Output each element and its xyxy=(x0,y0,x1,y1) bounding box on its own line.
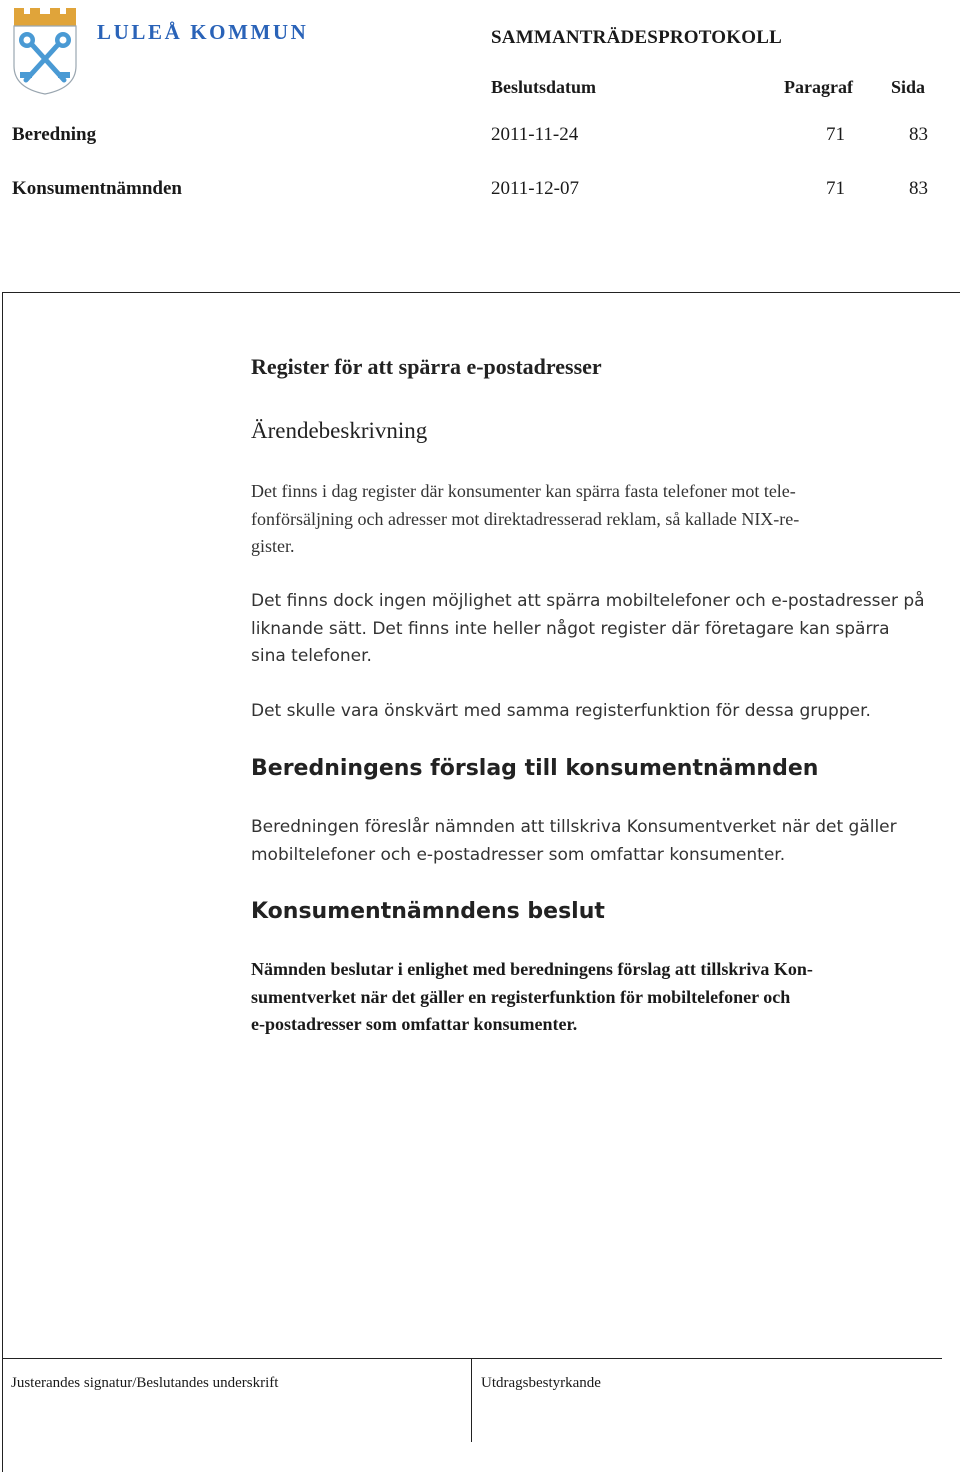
footer-rule xyxy=(2,1358,942,1359)
paragraph-3: Det skulle vara önskvärt med samma registerfunktion för dessa grupper. xyxy=(251,701,871,721)
paragraph-4: Beredningen föreslår nämnden att tillskriva Konsumentverket när det gäller mobiltelefoner och e-postadresser som omfattar konsumenter. xyxy=(251,817,897,865)
municipality-crest-logo xyxy=(10,4,80,96)
meeting-paragraph: 71 xyxy=(826,178,845,199)
decision-text: Nämnden beslutar i enlighet med beredningens förslag att tillskriva Kon- sumentverket när det gäller en registerfunktion för mobiltelefoner och e-postadresser som omfattar konsumenter. xyxy=(251,959,813,1035)
meeting-date: 2011-12-07 xyxy=(491,178,579,199)
signature-label: Justerandes signatur/Beslutandes underskrift xyxy=(11,1375,279,1391)
section-heading-decision: Konsumentnämndens beslut xyxy=(251,899,605,924)
meeting-body-name: Konsumentnämnden xyxy=(12,178,182,199)
footer-divider xyxy=(471,1358,472,1442)
column-header-paragraph: Paragraf xyxy=(784,77,853,97)
paragraph-2: Det finns dock ingen möjlighet att spärra mobiltelefoner och e-postadresser på liknande sätt. Det finns inte heller något register där företagare kan spärra sina telefoner. xyxy=(251,591,925,667)
meeting-date: 2011-11-24 xyxy=(491,124,579,145)
column-header-date: Beslutsdatum xyxy=(491,77,597,97)
organization-name: LULEÅ KOMMUN xyxy=(97,20,309,44)
paragraph-1: Det finns i dag register där konsumenter kan spärra fasta telefoner mot tele- fonförsäljning och adresser mot direktadresserad reklam, så kallade NIX-re- gister. xyxy=(251,481,800,557)
meeting-body-name: Beredning xyxy=(12,124,97,145)
frame-left-rule xyxy=(2,292,3,1472)
section-heading-description: Ärendebeskrivning xyxy=(251,418,428,443)
meeting-paragraph: 71 xyxy=(826,124,845,145)
certification-label: Utdragsbestyrkande xyxy=(481,1375,601,1391)
meeting-page: 83 xyxy=(909,178,928,199)
frame-top-rule xyxy=(2,292,960,293)
document-title: Register för att spärra e-postadresser xyxy=(251,354,602,379)
meeting-page: 83 xyxy=(909,124,928,145)
document-type: SAMMANTRÄDESPROTOKOLL xyxy=(491,27,782,48)
section-heading-proposal: Beredningens förslag till konsumentnämnden xyxy=(251,756,819,781)
column-header-page: Sida xyxy=(891,77,926,97)
